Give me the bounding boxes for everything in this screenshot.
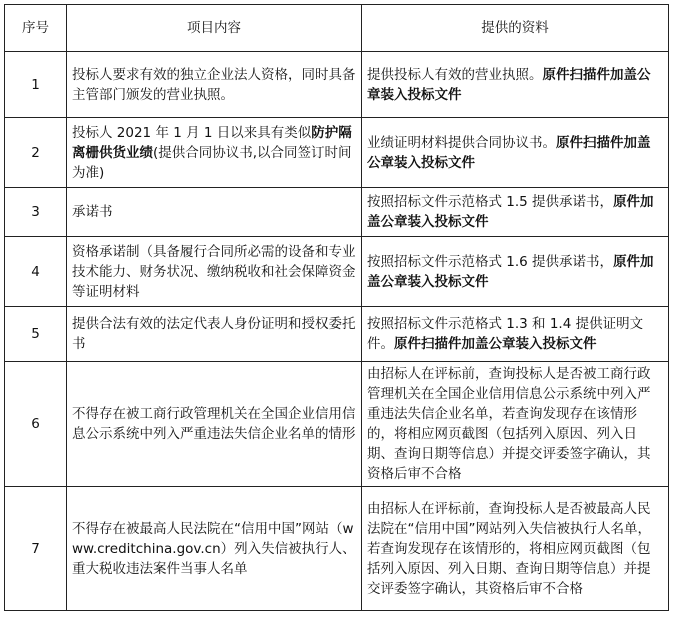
row-content [67,487,362,611]
row-material [362,52,669,118]
row-material [362,307,669,362]
table-row [5,307,669,362]
material-text: 由招标人在评标前，查询投标人是否被最高人民法院在“信用中国”网站列入失信被执行人名单，若查询发现存在该情形的，将相应网页截图（包括列入原因、列入日期、查询日期等信息）并提交评委签字确认，其资格后审不合格 [367,500,651,597]
row-number: 1 [5,52,67,118]
qualification-table [4,4,669,611]
header-seq: 序号 [5,5,67,52]
table-header-row [5,5,669,52]
row-content [67,188,362,237]
material-text: 按照招标文件示范格式 1.5 提供承诺书， [367,194,614,210]
table-row [5,362,669,487]
content-text: 不得存在被最高人民法院在“信用中国”网站（www.creditchina.gov.cn）列入失信被执行人、重大税收违法案件当事人名单 [72,520,356,577]
row-number: 7 [5,487,67,611]
row-number: 4 [5,237,67,307]
row-number: 5 [5,307,67,362]
table-row [5,487,669,611]
content-bold-text: 防护隔离栅供货业绩 [72,124,352,161]
row-material [362,362,669,487]
material-text: 提供投标人有效的营业执照。 [367,66,543,83]
table-row [5,188,669,237]
content-text: 投标人 2021 年 1 月 1 日以来具有类似 [72,124,312,141]
row-material [362,188,669,237]
content-text: 提供合法有效的法定代表人身份证明和授权委托书 [72,316,356,352]
material-text: 按照招标文件示范格式 1.6 提供承诺书， [367,253,614,270]
row-content [67,362,362,487]
content-text: (提供合同协议书,以合同签订时间为准) [72,144,352,181]
content-text: 投标人要求有效的独立企业法人资格，同时具备主管部门颁发的营业执照。 [72,66,356,103]
table-row [5,237,669,307]
material-text: 业绩证明材料提供合同协议书。 [367,134,556,151]
content-text: 资格承诺制（具备履行合同所必需的设备和专业技术能力、财务状况、缴纳税收和社会保障资金等证明材料 [72,243,356,300]
material-bold-text: 原件扫描件加盖公章装入投标文件 [367,134,651,171]
row-content [67,237,362,307]
table-row [5,52,669,118]
header-content: 项目内容 [67,5,362,52]
material-bold-text: 原件加盖公章装入投标文件 [367,253,654,290]
row-content [67,52,362,118]
row-number: 3 [5,188,67,237]
material-text: 由招标人在评标前，查询投标人是否被工商行政管理机关在全国企业信用信息公示系统中列入严重违法失信企业名单，若查询发现存在该情形的，将相应网页截图（包括列入原因、列入日期、查询日期等信息）并提交评委签字确认，其资格后审不合格 [367,366,651,482]
row-material [362,487,669,611]
row-number: 2 [5,118,67,188]
row-material [362,237,669,307]
material-bold-text: 原件扫描件加盖公章装入投标文件 [394,336,597,352]
table-row [5,118,669,188]
row-material [362,118,669,188]
content-text: 不得存在被工商行政管理机关在全国企业信用信息公示系统中列入严重违法失信企业名单的情形 [72,406,356,442]
material-bold-text: 原件扫描件加盖公章装入投标文件 [367,66,651,103]
material-bold-text: 原件加盖公章装入投标文件 [367,194,654,230]
row-content [67,118,362,188]
header-material: 提供的资料 [362,5,669,52]
material-text: 按照招标文件示范格式 1.3 和 1.4 提供证明文件。 [367,316,644,352]
row-number: 6 [5,362,67,487]
content-text: 承诺书 [72,204,113,220]
row-content [67,307,362,362]
